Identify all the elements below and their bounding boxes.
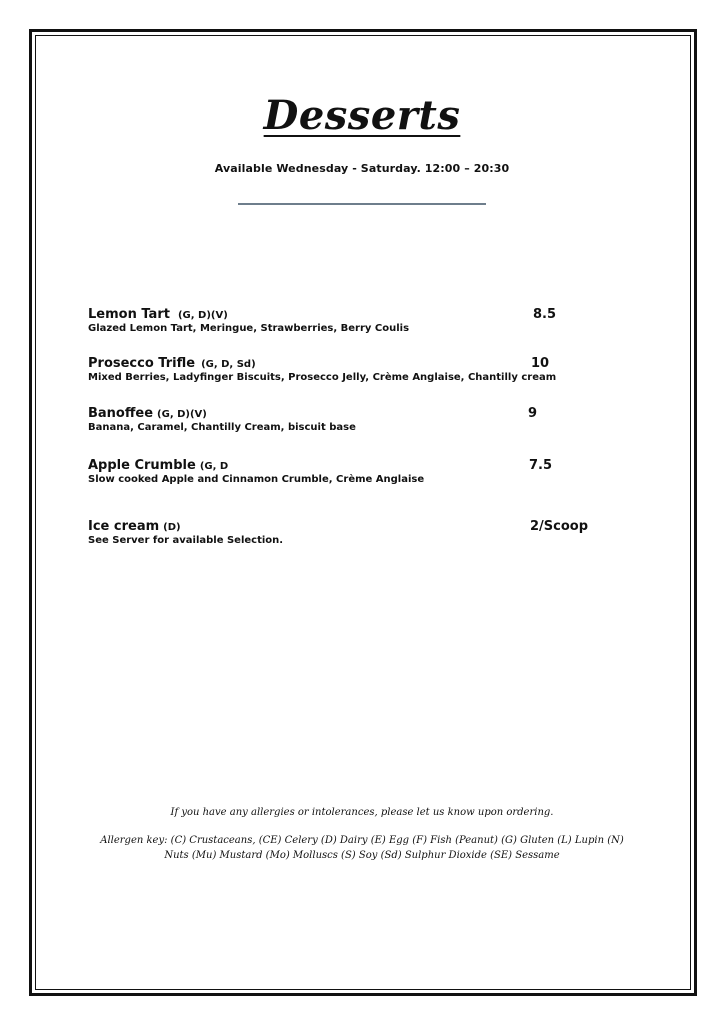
item-price: 2/Scoop (530, 519, 589, 534)
menu-item-lemon-tart (88, 307, 608, 334)
item-allergens: (G, D)(V) (177, 310, 228, 321)
item-price: 9 (528, 406, 538, 421)
item-description: Slow cooked Apple and Cinnamon Crumble, Crème Anglaise (88, 474, 425, 485)
item-price: 10 (531, 356, 550, 371)
item-name: Ice cream (88, 519, 160, 534)
item-name: Lemon Tart (88, 307, 170, 322)
item-description: Mixed Berries, Ladyfinger Biscuits, Prosecco Jelly, Crème Anglaise, Chantilly cream (88, 372, 557, 383)
item-allergens: (G, D)(V) (157, 409, 207, 420)
item-price: 7.5 (529, 458, 553, 473)
item-allergens: (G, D (199, 461, 229, 472)
item-allergens: (G, D, Sd) (201, 359, 256, 370)
item-description: See Server for available Selection. (88, 535, 284, 546)
item-name: Apple Crumble (88, 458, 196, 473)
item-description: Glazed Lemon Tart, Meringue, Strawberries, Berry Coulis (88, 323, 410, 334)
menu-item-prosecco-trifle (88, 356, 608, 383)
item-name: Banoffee (88, 406, 154, 421)
menu-title: Desserts (263, 92, 461, 139)
item-name: Prosecco Trifle (88, 356, 196, 371)
item-allergens: (D) (163, 522, 181, 533)
item-price: 8.5 (533, 307, 557, 322)
title-divider (238, 203, 486, 205)
allergy-note: If you have any allergies or intolerances, please let us know upon ordering. (170, 807, 554, 818)
availability-text: Available Wednesday - Saturday. 12:00 – 20:30 (214, 162, 510, 175)
allergen-key: Allergen key: (C) Crustaceans, (CE) Celery (D) Dairy (E) Egg (F) Fish (Peanut) (G) Gluten (L) Lupin (N) Nuts (Mu) Mustard (Mo) Molluscs (S) Soy (Sd) Sulphur Dioxide (SE) Sessame (100, 835, 624, 861)
item-description: Banana, Caramel, Chantilly Cream, biscuit base (88, 422, 356, 433)
